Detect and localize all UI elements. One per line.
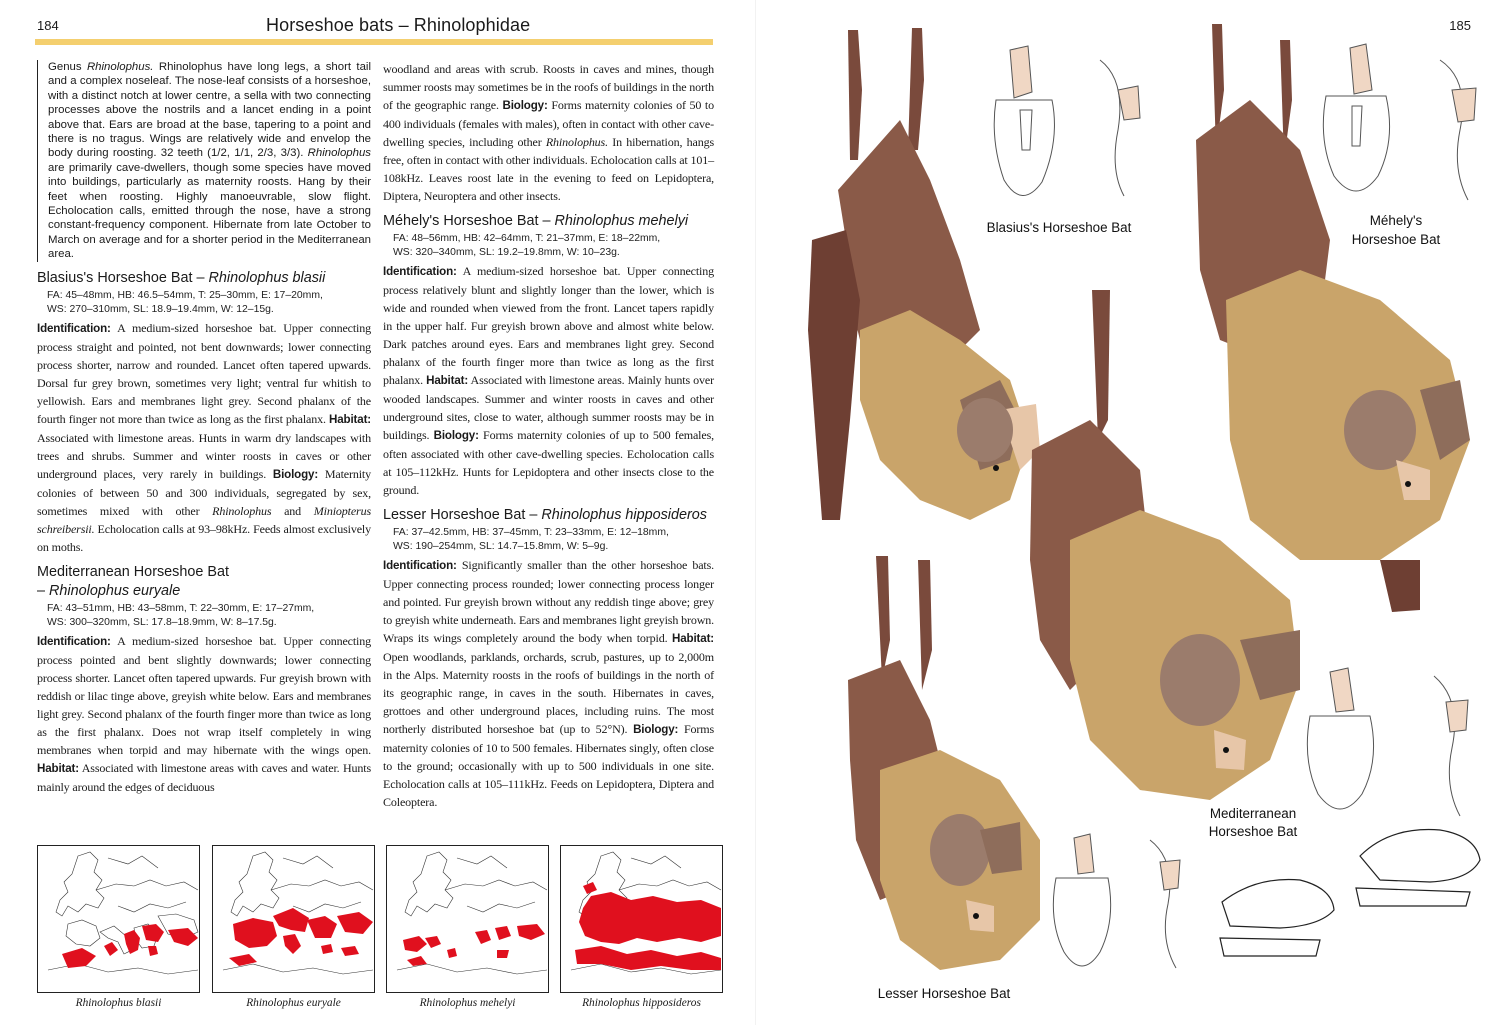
label-mediterranean-line1: Mediterranean: [1209, 806, 1297, 821]
biology-text-end: Echolocation calls at 93–98kHz. Feeds almost exclusively on moths.: [37, 521, 371, 554]
identification-label: Identification:: [383, 559, 457, 572]
biology-text-end: In hibernation, hangs free, often in contact with other individuals. Echolocation calls at 101–108kHz. Leaves roost late in the evening to feed on Lepidoptera, Diptera, Neuroptera and other insects.: [383, 135, 714, 203]
left-page-number: 184: [37, 18, 59, 33]
common-name: Méhely's Horseshoe Bat –: [383, 213, 555, 229]
label-mehely-line2: Horseshoe Bat: [1351, 232, 1441, 247]
label-mehely-line1: Méhely's: [1369, 213, 1423, 228]
map-caption-hipposideros: Rhinolophus hipposideros: [582, 997, 701, 1009]
running-head: Horseshoe bats – Rhinolophidae: [266, 15, 531, 35]
biology-scientific-1: Rhinolophus: [212, 503, 272, 518]
common-name: Mediterranean Horseshoe Bat: [37, 563, 229, 580]
biology-scientific: Rhinolophus.: [545, 135, 608, 149]
habitat-text: Associated with limestone areas. Hunts in warm dry landscapes with trees and shrubs. Summer and winter roosts in caves or other underground places, very rarely in buildings.: [37, 430, 371, 481]
lesser-face-sketch: [1053, 834, 1180, 968]
biology-label: Biology:: [633, 723, 679, 736]
map-caption-mehelyi: Rhinolophus mehelyi: [419, 997, 516, 1009]
identification-text: A medium-sized horseshoe bat. Upper connecting process straight and pointed, not bent downwards; lower connecting process shorter, narrow and rounded. Lancet often tapered upwards. Dorsal fur grey brown, sometimes very light; ventral fur whitish to yellowish. Ears and membranes light grey. Second phalanx of the fourth finger not more than twice as long as the first phalanx.: [37, 320, 371, 426]
mehely-face-sketch: [1323, 44, 1476, 200]
identification-label: Identification:: [37, 321, 111, 335]
intro-text-2: are primarily cave-dwellers, though some species have moved into buildings, particularly as maternity roosts. Hang by their feet when roosting. Highly manoeuvrable, slow flight. Echolocation calls, emitted through the nose, have a strong constant-frequency component. Hibernate from late October to March on average and for a shorter period in the Mediterranean area.: [48, 161, 371, 261]
map-caption-euryale: Rhinolophus euryale: [246, 997, 341, 1009]
biology-scientific-2: Miniopterus schreibersii.: [37, 503, 371, 536]
biology-text: Forms maternity colonies of 50 to 400 individuals (females with males), often in contact with other cave-dwelling species, including other: [383, 98, 714, 149]
biology-text: Forms maternity colonies of 10 to 500 females. Hibernates singly, often close to the ground; occasionally with up to 500 individuals in one site. Echolocation calls at 105–111kHz. Feeds on Lepidoptera, Diptera and Coleoptera.: [383, 722, 714, 809]
habitat-text: Open woodlands, parklands, orchards, scrub, pastures, up to 2,000m in the Alps. Maternity roosts in the roofs of buildings in the north of its geographic range, in caves in the south. Hibernates in caves, grottoes and other underground places, including ruins. The most northerly distributed horseshoe bat (up to 52°N).: [383, 650, 714, 736]
habitat-label: Habitat:: [37, 761, 79, 775]
biology-label: Biology:: [433, 429, 479, 442]
scientific-name: Rhinolophus hipposideros: [541, 507, 707, 523]
biology-text: Forms maternity colonies of up to 500 females, often associated with other cave-dwelling species. Echolocation calls at 105–112kHz. Hunts for Lepidoptera and other insects close to the ground.: [383, 428, 714, 497]
measurement-line: FA: 37–42.5mm, HB: 37–45mm, T: 23–33mm, E: 12–18mm,: [393, 527, 669, 538]
scientific-name: Rhinolophus euryale: [49, 582, 181, 599]
habitat-label: Habitat:: [329, 412, 371, 426]
heading-dash: –: [37, 582, 50, 599]
biology-and: and: [271, 503, 314, 518]
scientific-name: Rhinolophus mehelyi: [554, 213, 689, 229]
identification-label: Identification:: [383, 265, 457, 278]
mehely-bat-illustration: [1196, 24, 1470, 612]
blasius-face-sketch: [994, 46, 1140, 196]
scientific-name: Rhinolophus blasii: [208, 269, 326, 286]
intro-genus-name: Rhinolophus.: [86, 61, 154, 73]
common-name: Lesser Horseshoe Bat –: [383, 507, 542, 523]
label-lesser: Lesser Horseshoe Bat: [877, 986, 1011, 1001]
identification-text: A medium-sized horseshoe bat. Upper connecting process pointed and bent slightly downwards; lower connecting process shorter. Lancet often tapered upwards. Fur greyish brown with reddish or lilac tinge above, greyish white below. Ears and membranes light grey. Second phalanx of the fourth finger more than twice as long as the first phalanx. Does not wrap itself completely in wing membranes when torpid and may hibernate with the wings open.: [37, 633, 371, 757]
biology-label: Biology:: [502, 99, 548, 112]
lesser-bat-illustration: [848, 556, 1040, 970]
measurement-line: WS: 300–320mm, SL: 17.8–18.9mm, W: 8–17.5g.: [47, 616, 277, 628]
intro-text-1: Rhinolophus have long legs, a short tail and a complex noseleaf. The nose-leaf consists of a horseshoe, with a distinct notch at lower centre, a sella with two connecting processes above the nostrils and a lancet ending in a point above that. Ears are broad at the base, tapering to a point and there is no tragus. Wings are relatively wide and envelop the body during roosting. 32 teeth (1/2, 1/1, 2/3, 3/3).: [48, 61, 371, 160]
measurement-line: FA: 43–51mm, HB: 43–58mm, T: 22–30mm, E: 17–27mm,: [47, 602, 315, 614]
measurement-line: WS: 190–254mm, SL: 14.7–15.8mm, W: 5–9g.: [393, 541, 609, 552]
mediterranean-face-sketch: [1307, 668, 1468, 816]
intro-genus-label: Genus: [48, 61, 87, 73]
label-blasius: Blasius's Horseshoe Bat: [986, 220, 1132, 235]
habitat-label: Habitat:: [426, 374, 469, 387]
identification-text: Significantly smaller than the other horseshoe bats. Upper connecting process rounded; lower connecting process longer and pointed. Fur greyish brown without any reddish tinge above; grey to greyish white underneath. Ears and membranes light greyish brown. Wraps its wings completely around the body when torpid.: [383, 558, 714, 645]
common-name: Blasius's Horseshoe Bat –: [37, 269, 209, 286]
identification-label: Identification:: [37, 634, 111, 648]
map-caption-blasii: Rhinolophus blasii: [75, 997, 162, 1009]
skull-drawings: [1220, 830, 1480, 956]
measurement-line: FA: 45–48mm, HB: 46.5–54mm, T: 25–30mm, E: 17–20mm,: [47, 289, 323, 301]
measurement-line: WS: 320–340mm, SL: 19.2–19.8mm, W: 10–23g.: [393, 247, 620, 258]
identification-text: A medium-sized horseshoe bat. Upper connecting process relatively blunt and slightly longer than the lower, which is wide and rounded when viewed from the front. Lancet tapers rapidly in the upper half. Fur greyish brown above and almost white below. Dark patches around eyes. Ears and membranes light grey. Second phalanx of the fourth finger more than twice as long as the first phalanx.: [383, 264, 714, 387]
biology-label: Biology:: [272, 467, 319, 481]
right-page-number: 185: [1449, 18, 1471, 33]
habitat-label: Habitat:: [672, 632, 714, 645]
blasius-bat-illustration: [808, 28, 1040, 520]
measurement-line: WS: 270–310mm, SL: 18.9–19.4mm, W: 12–15g.: [47, 303, 274, 315]
continuation-text: woodland and areas with scrub. Roosts in caves and mines, though summer roosts may sometimes be in the roofs of buildings in the north of the geographic range.: [383, 62, 714, 112]
intro-genus-name-2: Rhinolophus: [307, 147, 371, 160]
habitat-text: Associated with limestone areas. Mainly hunts over wooded landscapes. Summer and winter roosts in caves and other underground sites, close to water, although summer roosts may be in buildings.: [383, 373, 714, 442]
biology-text: Maternity colonies of between 50 and 300 individuals, segregated by sex, sometimes mixed with other: [37, 466, 371, 518]
label-mediterranean-line2: Horseshoe Bat: [1208, 824, 1298, 839]
measurement-line: FA: 48–56mm, HB: 42–64mm, T: 21–37mm, E: 18–22mm,: [393, 233, 661, 244]
habitat-text: Associated with limestone areas with caves and water. Hunts mainly around the edges of deciduous: [37, 760, 371, 794]
